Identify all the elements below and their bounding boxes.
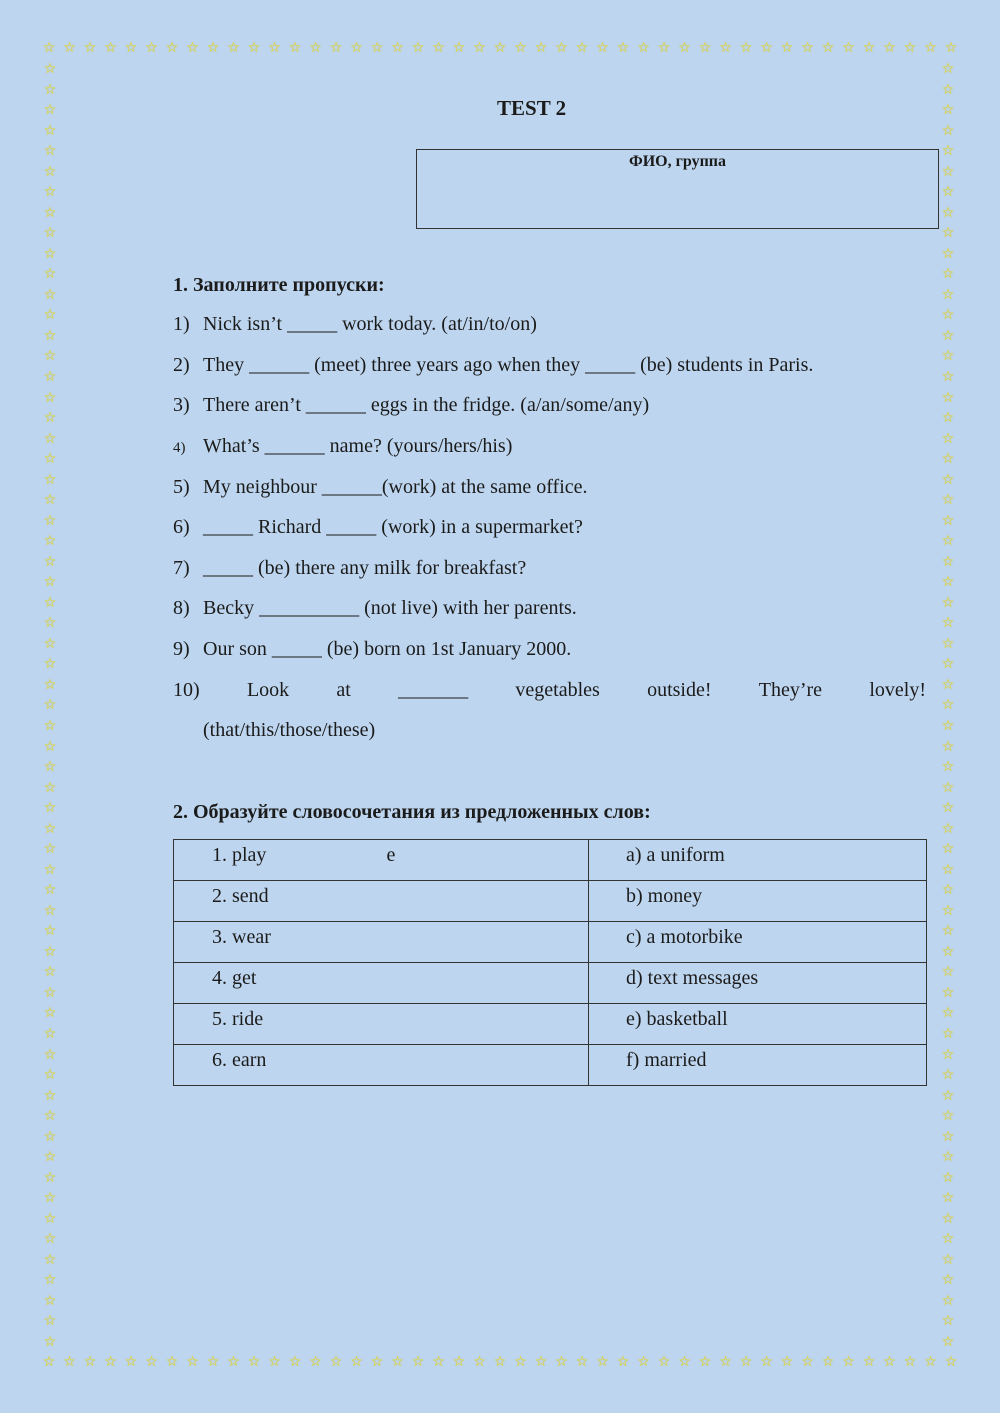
star-icon: ☆ <box>43 615 57 632</box>
star-icon: ☆ <box>43 184 57 201</box>
star-icon: ☆ <box>941 1333 955 1350</box>
star-icon: ☆ <box>941 225 955 242</box>
star-icon: ☆ <box>43 1231 57 1248</box>
item-number: 5) <box>173 476 190 498</box>
star-icon: ☆ <box>206 1354 220 1370</box>
right-cell <box>589 1004 927 1045</box>
star-icon: ☆ <box>124 40 138 56</box>
exercise-item-4 <box>173 435 512 458</box>
star-icon: ☆ <box>941 1272 955 1289</box>
star-icon: ☆ <box>43 492 57 509</box>
star-icon: ☆ <box>941 533 955 550</box>
star-icon: ☆ <box>43 1067 57 1084</box>
star-icon: ☆ <box>941 81 955 98</box>
star-icon: ☆ <box>43 902 57 919</box>
section2-heading: 2. Образуйте словосочетания из предложенных слов: <box>173 801 651 823</box>
star-icon: ☆ <box>206 40 220 56</box>
star-icon: ☆ <box>903 1354 917 1370</box>
exercise-item-10 <box>173 679 926 702</box>
star-icon: ☆ <box>883 40 896 56</box>
right-word: a) a uniform <box>626 844 725 866</box>
star-icon: ☆ <box>941 512 955 529</box>
star-icon: ☆ <box>941 102 955 119</box>
star-icon: ☆ <box>514 1354 527 1370</box>
item-word: Look <box>246 679 290 701</box>
star-icon: ☆ <box>391 40 404 56</box>
right-star-border <box>941 62 955 1349</box>
left-word: 1. play <box>212 844 267 866</box>
star-icon: ☆ <box>941 61 955 77</box>
star-icon: ☆ <box>165 1354 179 1370</box>
star-icon: ☆ <box>883 1354 896 1370</box>
star-icon: ☆ <box>43 1108 57 1125</box>
star-icon: ☆ <box>534 40 548 56</box>
star-icon: ☆ <box>43 1190 57 1207</box>
star-icon: ☆ <box>43 143 57 160</box>
star-icon: ☆ <box>493 1354 507 1370</box>
star-icon: ☆ <box>43 1025 57 1042</box>
star-icon: ☆ <box>83 40 97 56</box>
right-cell <box>589 1045 927 1086</box>
star-icon: ☆ <box>941 286 955 303</box>
star-icon: ☆ <box>801 1354 814 1370</box>
table-row <box>174 1045 927 1086</box>
exercise-item-7 <box>173 557 526 580</box>
item-number: 8) <box>173 597 190 619</box>
table-row <box>174 881 927 922</box>
star-icon: ☆ <box>941 882 955 899</box>
name-group-box[interactable] <box>416 149 939 229</box>
item-text: They ______ (meet) three years ago when they _____ (be) students in Paris. <box>203 354 814 376</box>
page-title: TEST 2 <box>497 96 567 120</box>
star-icon: ☆ <box>924 1354 937 1370</box>
star-icon: ☆ <box>514 40 527 56</box>
star-icon: ☆ <box>43 923 57 940</box>
star-icon: ☆ <box>941 471 955 488</box>
exercise-item-5 <box>173 476 588 499</box>
item-number: 10) <box>173 679 200 701</box>
star-icon: ☆ <box>43 512 57 529</box>
star-icon: ☆ <box>288 40 302 56</box>
star-icon: ☆ <box>678 1354 691 1370</box>
star-icon: ☆ <box>43 225 57 242</box>
right-word: c) a motorbike <box>626 926 743 948</box>
star-icon: ☆ <box>941 676 955 693</box>
star-icon: ☆ <box>941 327 955 344</box>
star-icon: ☆ <box>370 40 384 56</box>
left-cell <box>174 1045 589 1086</box>
section1-heading: 1. Заполните пропуски: <box>173 274 385 296</box>
star-icon: ☆ <box>43 348 57 365</box>
item-text: My neighbour ______(work) at the same office. <box>203 476 588 498</box>
right-word: f) married <box>626 1049 707 1071</box>
exercise-item-9 <box>173 638 571 661</box>
exercise-item-3 <box>173 394 649 417</box>
star-icon: ☆ <box>941 430 955 447</box>
star-icon: ☆ <box>941 451 955 468</box>
star-icon: ☆ <box>941 368 955 385</box>
star-icon: ☆ <box>145 40 158 56</box>
star-icon: ☆ <box>329 1354 343 1370</box>
star-icon: ☆ <box>432 40 445 56</box>
star-icon: ☆ <box>493 40 507 56</box>
star-icon: ☆ <box>43 779 57 796</box>
star-icon: ☆ <box>596 1354 609 1370</box>
star-icon: ☆ <box>43 943 57 960</box>
star-icon: ☆ <box>941 759 955 776</box>
star-icon: ☆ <box>43 759 57 776</box>
star-icon: ☆ <box>941 307 955 324</box>
star-icon: ☆ <box>43 307 57 324</box>
star-icon: ☆ <box>288 1354 302 1370</box>
exercise-item-6 <box>173 516 583 539</box>
star-icon: ☆ <box>43 964 57 981</box>
left-cell <box>174 1004 589 1045</box>
star-icon: ☆ <box>842 40 855 56</box>
star-icon: ☆ <box>43 594 57 611</box>
item-text: Nick isn’t _____ work today. (at/in/to/on) <box>203 313 537 335</box>
item-word: vegetables <box>515 679 600 701</box>
star-icon: ☆ <box>452 40 466 56</box>
star-icon: ☆ <box>63 40 76 56</box>
star-icon: ☆ <box>43 841 57 858</box>
item-word: at <box>336 679 351 701</box>
star-icon: ☆ <box>780 40 794 56</box>
star-icon: ☆ <box>941 1025 955 1042</box>
left-star-border <box>43 62 57 1349</box>
star-icon: ☆ <box>941 143 955 160</box>
left-word: 5. ride <box>212 1008 264 1030</box>
exercise-item-2 <box>173 354 813 377</box>
star-icon: ☆ <box>862 40 876 56</box>
star-icon: ☆ <box>941 122 955 139</box>
star-icon: ☆ <box>941 594 955 611</box>
star-icon: ☆ <box>43 61 57 77</box>
left-word: 2. send <box>212 885 269 907</box>
star-icon: ☆ <box>43 820 57 837</box>
right-word: d) text messages <box>626 967 759 989</box>
star-icon: ☆ <box>268 1354 281 1370</box>
star-icon: ☆ <box>944 1354 958 1370</box>
star-icon: ☆ <box>941 718 955 734</box>
star-icon: ☆ <box>941 1005 955 1022</box>
star-icon: ☆ <box>268 40 281 56</box>
star-icon: ☆ <box>43 1313 57 1330</box>
table-row <box>174 1004 927 1045</box>
star-icon: ☆ <box>941 861 955 878</box>
star-icon: ☆ <box>842 1354 855 1370</box>
star-icon: ☆ <box>941 820 955 837</box>
star-icon: ☆ <box>637 40 650 56</box>
table-row <box>174 840 927 881</box>
star-icon: ☆ <box>941 1190 955 1207</box>
star-icon: ☆ <box>43 656 57 673</box>
star-icon: ☆ <box>42 1354 56 1370</box>
star-icon: ☆ <box>145 1354 158 1370</box>
star-icon: ☆ <box>678 40 691 56</box>
exercise-item-1 <box>173 313 537 336</box>
star-icon: ☆ <box>821 40 835 56</box>
item-number: 1) <box>173 313 190 335</box>
star-icon: ☆ <box>941 984 955 1001</box>
left-word: 4. get <box>212 967 257 989</box>
star-icon: ☆ <box>801 40 814 56</box>
star-icon: ☆ <box>616 40 630 56</box>
star-icon: ☆ <box>83 1354 97 1370</box>
star-icon: ☆ <box>596 40 609 56</box>
right-cell <box>589 840 927 881</box>
star-icon: ☆ <box>941 923 955 940</box>
star-icon: ☆ <box>473 1354 486 1370</box>
star-icon: ☆ <box>104 40 117 56</box>
star-icon: ☆ <box>473 40 486 56</box>
item-text: Becky __________ (not live) with her parents. <box>203 597 577 619</box>
right-word: e) basketball <box>626 1008 728 1030</box>
star-icon: ☆ <box>43 1272 57 1289</box>
right-cell <box>589 963 927 1004</box>
star-icon: ☆ <box>43 574 57 591</box>
star-icon: ☆ <box>941 1149 955 1166</box>
star-icon: ☆ <box>941 1169 955 1186</box>
item-text: There aren’t ______ eggs in the fridge. (a/an/some/any) <box>203 394 650 416</box>
star-icon: ☆ <box>941 553 955 570</box>
star-icon: ☆ <box>760 40 773 56</box>
star-icon: ☆ <box>941 656 955 673</box>
item-number: 9) <box>173 638 190 660</box>
star-icon: ☆ <box>941 389 955 406</box>
star-icon: ☆ <box>63 1354 76 1370</box>
right-cell <box>589 881 927 922</box>
star-icon: ☆ <box>350 40 363 56</box>
star-icon: ☆ <box>43 553 57 570</box>
star-icon: ☆ <box>941 779 955 796</box>
star-icon: ☆ <box>555 40 568 56</box>
left-cell <box>174 922 589 963</box>
exercise-item-10-continuation: (that/this/those/these) <box>203 719 376 741</box>
item-number: 7) <box>173 557 190 579</box>
top-star-border <box>42 41 958 55</box>
star-icon: ☆ <box>43 1292 57 1309</box>
star-icon: ☆ <box>739 1354 753 1370</box>
star-icon: ☆ <box>227 1354 240 1370</box>
bottom-star-border <box>42 1355 958 1369</box>
star-icon: ☆ <box>411 1354 425 1370</box>
star-icon: ☆ <box>43 1128 57 1145</box>
star-icon: ☆ <box>941 1292 955 1309</box>
star-icon: ☆ <box>941 1251 955 1268</box>
star-icon: ☆ <box>309 40 322 56</box>
star-icon: ☆ <box>43 102 57 119</box>
star-icon: ☆ <box>329 40 343 56</box>
left-cell <box>174 963 589 1004</box>
star-icon: ☆ <box>350 1354 363 1370</box>
star-icon: ☆ <box>941 1128 955 1145</box>
star-icon: ☆ <box>432 1354 445 1370</box>
matching-table <box>173 839 927 1086</box>
star-icon: ☆ <box>862 1354 876 1370</box>
star-icon: ☆ <box>43 1005 57 1022</box>
star-icon: ☆ <box>760 1354 773 1370</box>
star-icon: ☆ <box>43 122 57 139</box>
item-word: outside! <box>647 679 712 701</box>
star-icon: ☆ <box>43 697 57 714</box>
star-icon: ☆ <box>903 40 917 56</box>
star-icon: ☆ <box>43 327 57 344</box>
star-icon: ☆ <box>941 800 955 817</box>
star-icon: ☆ <box>43 1149 57 1166</box>
star-icon: ☆ <box>941 1210 955 1227</box>
star-icon: ☆ <box>941 635 955 652</box>
star-icon: ☆ <box>43 1046 57 1063</box>
item-text: What’s ______ name? (yours/hers/his) <box>203 435 513 457</box>
star-icon: ☆ <box>941 1108 955 1125</box>
star-icon: ☆ <box>941 1313 955 1330</box>
star-icon: ☆ <box>43 800 57 817</box>
star-icon: ☆ <box>941 204 955 221</box>
star-icon: ☆ <box>575 1354 589 1370</box>
item-number: 2) <box>173 354 190 376</box>
star-icon: ☆ <box>43 389 57 406</box>
star-icon: ☆ <box>43 430 57 447</box>
star-icon: ☆ <box>124 1354 138 1370</box>
star-icon: ☆ <box>637 1354 650 1370</box>
star-icon: ☆ <box>941 163 955 180</box>
star-icon: ☆ <box>43 718 57 734</box>
item-number: 6) <box>173 516 190 538</box>
star-icon: ☆ <box>43 163 57 180</box>
exercise-item-8 <box>173 597 577 620</box>
star-icon: ☆ <box>821 1354 835 1370</box>
left-cell <box>174 881 589 922</box>
star-icon: ☆ <box>941 697 955 714</box>
star-icon: ☆ <box>104 1354 117 1370</box>
star-icon: ☆ <box>941 410 955 427</box>
star-icon: ☆ <box>370 1354 384 1370</box>
star-icon: ☆ <box>657 1354 671 1370</box>
star-icon: ☆ <box>43 471 57 488</box>
star-icon: ☆ <box>575 40 589 56</box>
star-icon: ☆ <box>657 40 671 56</box>
star-icon: ☆ <box>43 882 57 899</box>
star-icon: ☆ <box>944 40 958 56</box>
right-cell <box>589 922 927 963</box>
star-icon: ☆ <box>941 348 955 365</box>
left-cell <box>174 840 589 881</box>
star-icon: ☆ <box>43 1087 57 1104</box>
star-icon: ☆ <box>43 676 57 693</box>
item-number: 3) <box>173 394 190 416</box>
left-word: 3. wear <box>212 926 271 948</box>
star-icon: ☆ <box>534 1354 548 1370</box>
star-icon: ☆ <box>719 1354 732 1370</box>
star-icon: ☆ <box>924 40 937 56</box>
item-number: 4) <box>173 440 186 456</box>
star-icon: ☆ <box>186 1354 199 1370</box>
star-icon: ☆ <box>43 738 57 755</box>
stray-letter: e <box>386 844 396 866</box>
star-icon: ☆ <box>941 1067 955 1084</box>
star-icon: ☆ <box>247 1354 261 1370</box>
star-icon: ☆ <box>43 1333 57 1350</box>
star-icon: ☆ <box>43 451 57 468</box>
star-icon: ☆ <box>42 40 56 56</box>
star-icon: ☆ <box>941 615 955 632</box>
star-icon: ☆ <box>941 574 955 591</box>
right-word: b) money <box>626 885 703 907</box>
star-icon: ☆ <box>43 984 57 1001</box>
star-icon: ☆ <box>43 533 57 550</box>
star-icon: ☆ <box>941 738 955 755</box>
table-row <box>174 963 927 1004</box>
star-icon: ☆ <box>941 943 955 960</box>
item-word: lovely! <box>869 679 926 701</box>
star-icon: ☆ <box>941 184 955 201</box>
star-icon: ☆ <box>247 40 261 56</box>
star-icon: ☆ <box>227 40 240 56</box>
star-icon: ☆ <box>941 964 955 981</box>
star-icon: ☆ <box>941 245 955 262</box>
star-icon: ☆ <box>43 1210 57 1227</box>
star-icon: ☆ <box>43 286 57 303</box>
star-icon: ☆ <box>43 245 57 262</box>
name-group-label: ФИО, группа <box>628 153 727 170</box>
star-icon: ☆ <box>941 266 955 283</box>
star-icon: ☆ <box>616 1354 630 1370</box>
star-icon: ☆ <box>165 40 179 56</box>
item-text: _____ (be) there any milk for breakfast? <box>203 557 527 579</box>
item-text: Our son _____ (be) born on 1st January 2000. <box>203 638 572 660</box>
star-icon: ☆ <box>43 410 57 427</box>
star-icon: ☆ <box>391 1354 404 1370</box>
star-icon: ☆ <box>941 1087 955 1104</box>
star-icon: ☆ <box>555 1354 568 1370</box>
star-icon: ☆ <box>43 81 57 98</box>
star-icon: ☆ <box>698 1354 712 1370</box>
item-word: _______ <box>398 679 469 701</box>
star-icon: ☆ <box>941 841 955 858</box>
star-icon: ☆ <box>43 1251 57 1268</box>
star-icon: ☆ <box>43 1169 57 1186</box>
item-text: _____ Richard _____ (work) in a supermarket? <box>203 516 583 538</box>
item-word: They’re <box>758 679 823 701</box>
star-icon: ☆ <box>941 492 955 509</box>
star-icon: ☆ <box>941 1046 955 1063</box>
star-icon: ☆ <box>43 368 57 385</box>
star-icon: ☆ <box>411 40 425 56</box>
star-icon: ☆ <box>43 204 57 221</box>
star-icon: ☆ <box>186 40 199 56</box>
star-icon: ☆ <box>941 1231 955 1248</box>
star-icon: ☆ <box>309 1354 322 1370</box>
star-icon: ☆ <box>43 266 57 283</box>
star-icon: ☆ <box>739 40 753 56</box>
star-icon: ☆ <box>43 861 57 878</box>
star-icon: ☆ <box>941 902 955 919</box>
table-row <box>174 922 927 963</box>
left-word: 6. earn <box>212 1049 267 1071</box>
star-icon: ☆ <box>452 1354 466 1370</box>
star-icon: ☆ <box>719 40 732 56</box>
star-icon: ☆ <box>698 40 712 56</box>
star-icon: ☆ <box>780 1354 794 1370</box>
star-icon: ☆ <box>43 635 57 652</box>
